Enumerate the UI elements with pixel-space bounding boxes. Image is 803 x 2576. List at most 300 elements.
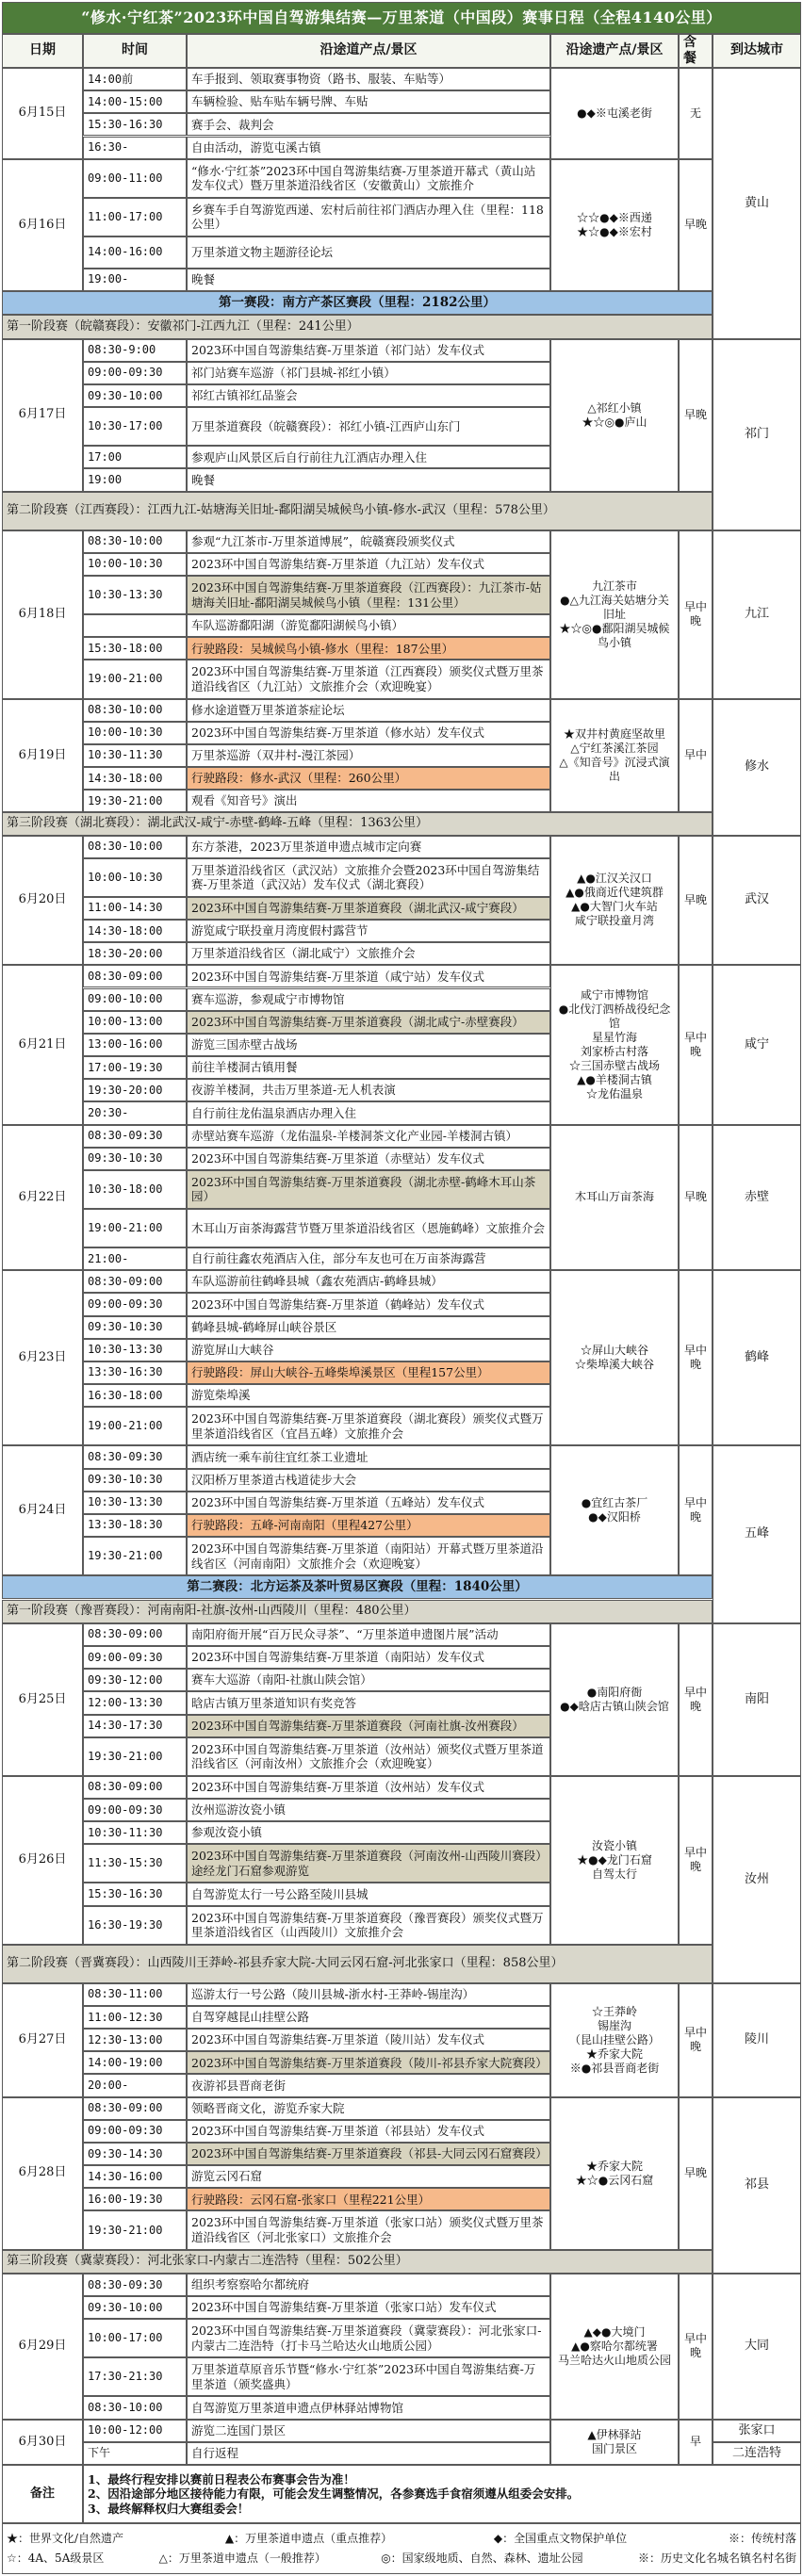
- row-time-text: 08:30-10:00: [88, 534, 163, 548]
- row-time: [83, 2420, 187, 2442]
- row-activity-text: 赛车大巡游（南阳-社旗山陕会馆）: [191, 1672, 372, 1687]
- row-activity-text: 2023环中国自驾游集结赛-万里茶道赛段（湖北赤壁-鹤峰木耳山茶园）: [191, 1174, 536, 1204]
- row-activity: [187, 1906, 550, 1945]
- day-date: [2, 965, 83, 1124]
- row-time: [83, 1125, 187, 1148]
- day-meals: [679, 1125, 713, 1271]
- row-time-text: 08:30-09:00: [88, 1627, 163, 1641]
- row-time: [83, 1737, 187, 1776]
- arrival-city: [713, 530, 801, 699]
- row-time: [83, 1339, 187, 1361]
- row-activity-text: 汉阳桥万里茶道古栈道徒步大会: [191, 1472, 357, 1487]
- row-time-text: 14:30-17:30: [88, 1719, 163, 1733]
- day-heritage-text: ☆王莽岭 锡崖沟 （昆山挂壁公路） ★乔家大院 ※●祁县晋商老街: [568, 2004, 660, 2075]
- day-heritage: [550, 1125, 679, 1271]
- row-activity: [187, 1361, 550, 1384]
- row-time: [83, 1079, 187, 1101]
- day-date: [2, 2097, 83, 2250]
- day-heritage: [550, 68, 679, 159]
- row-activity-text: 游览咸宁联投童月湾度假村露营节: [191, 923, 369, 938]
- legend-item: ◎：国家级地质、自然、森林、遗址公园: [381, 2552, 583, 2565]
- row-activity: [187, 362, 550, 384]
- row-activity-text: 2023环中国自驾游集结赛-万里茶道（鹤峰站）发车仪式: [191, 1296, 485, 1312]
- day-heritage: [550, 1270, 679, 1445]
- row-activity: [187, 446, 550, 468]
- row-activity: [187, 137, 550, 159]
- arrival-city-text: 汝州: [744, 1871, 769, 1886]
- row-time-text: 11:00-17:00: [88, 209, 163, 223]
- row-time: [83, 1776, 187, 1799]
- legend-item: ※：传统村落: [728, 2532, 796, 2545]
- arrival-city-text: 黄山: [744, 195, 769, 210]
- row-activity-text: 行驶路段：云冈石窟-张家口（里程221公里）: [191, 2192, 431, 2207]
- row-activity: [187, 2165, 550, 2188]
- row-activity: [187, 553, 550, 576]
- row-time: [83, 2274, 187, 2296]
- row-activity-text: 万里茶道沿线省区（湖北咸宁）文旅推介会: [191, 946, 416, 961]
- row-activity: [187, 942, 550, 965]
- row-time-text: 13:30-18:30: [88, 1518, 163, 1532]
- day-heritage: [550, 1983, 679, 2097]
- row-activity-text: 参观“九江茶市-万里茶道博展”，皖赣赛段颁奖仪式: [191, 533, 455, 548]
- row-time-text: 17:00-19:30: [88, 1060, 163, 1074]
- row-activity: [187, 1011, 550, 1034]
- row-time-text: 08:30-09:00: [88, 969, 163, 983]
- row-activity-text: 组织考察察哈尔都统府: [191, 2277, 310, 2292]
- note-line: 1、最终行程安排以赛前日程表公布赛事会告为准！: [88, 2471, 355, 2486]
- row-activity-text: “修水·宁红茶”2023环中国自驾游集结赛-万里茶道开幕式（黄山站发车仪式）暨万里茶道沿线省区（安徽黄山）文旅推介: [191, 163, 536, 193]
- arrival-city: [713, 699, 801, 836]
- row-time-text: 19:30-21:00: [88, 1749, 163, 1763]
- row-activity-text: 赛车巡游，参观咸宁市博物馆: [191, 991, 345, 1006]
- row-time: [83, 2396, 187, 2419]
- row-activity: [187, 2296, 550, 2319]
- day-meals-text: 早中晚: [683, 1685, 707, 1713]
- day-meals: [679, 965, 713, 1124]
- row-activity: [187, 1691, 550, 1714]
- row-time: [83, 2097, 187, 2120]
- row-activity: [187, 637, 550, 660]
- day-meals-text: 早晚: [683, 1190, 707, 1204]
- day-heritage-text: 木耳山万亩茶海: [574, 1190, 654, 1204]
- row-time-text: 09:00-09:30: [88, 1650, 163, 1664]
- legend-item: △：万里茶道申遗点（一般推荐）: [158, 2552, 326, 2565]
- day-date-text: 6月30日: [18, 2434, 67, 2449]
- row-activity: [187, 1715, 550, 1737]
- notes-label: [2, 2465, 83, 2523]
- row-activity: [187, 468, 550, 491]
- row-time-text: 09:30-10:30: [88, 1151, 163, 1166]
- header-time: [83, 34, 187, 68]
- row-time-text: 14:00-19:00: [88, 2055, 163, 2069]
- day-meals: [679, 68, 713, 159]
- row-activity-text: 修水途道暨万里茶道茶症论坛: [191, 702, 345, 717]
- row-activity-text: 自驾穿越昆山挂壁公路: [191, 2010, 310, 2025]
- arrival-city-text: 五峰: [744, 1526, 769, 1541]
- day-meals-text: 早中晚: [683, 1030, 707, 1058]
- stage-row: [2, 1945, 713, 1983]
- day-meals: [679, 1270, 713, 1445]
- row-time: [83, 2442, 187, 2465]
- row-time-text: 19:30-21:00: [88, 1549, 163, 1563]
- day-meals-text: 早中晚: [683, 1496, 707, 1524]
- day-date-text: 6月27日: [18, 2032, 67, 2047]
- row-activity-text: 鹤峰县城-鹤峰屏山峡谷景区: [191, 1319, 337, 1334]
- row-activity-text: 参观汝瓷小镇: [191, 1825, 263, 1840]
- row-activity-text: 行驶路段：吴城候鸟小镇-修水（里程：187公里）: [191, 641, 454, 656]
- day-date: [2, 2420, 83, 2465]
- row-activity-text: 万里茶道沿线省区（武汉站）文旅推介会暨2023环中国自驾游集结赛-万里茶道（武汉站）发车仪式（湖北赛段）: [191, 862, 540, 892]
- row-time: [83, 965, 187, 987]
- day-date: [2, 1776, 83, 1945]
- row-activity-text: 2023环中国自驾游集结赛-万里茶道赛段（冀蒙赛段）：河北张家口-内蒙古二连浩特（打卡马兰哈达火山地质公园）: [191, 2323, 542, 2353]
- row-time: [83, 2210, 187, 2249]
- row-activity: [187, 2210, 550, 2249]
- arrival-city: [713, 1983, 801, 2097]
- row-activity-text: 2023环中国自驾游集结赛-万里茶道（赤壁站）发车仪式: [191, 1150, 485, 1166]
- day-date: [2, 2274, 83, 2420]
- row-activity: [187, 113, 550, 136]
- row-activity: [187, 2188, 550, 2210]
- row-activity: [187, 2357, 550, 2396]
- row-activity: [187, 1623, 550, 1646]
- header-activity: [187, 34, 550, 68]
- row-activity-text: 2023环中国自驾游集结赛-万里茶道赛段（湖北武汉-咸宁赛段）: [191, 901, 524, 916]
- arrival-city-text: 咸宁: [744, 1036, 769, 1052]
- row-time-text: 10:00-12:00: [88, 2423, 163, 2437]
- row-time: [83, 1293, 187, 1315]
- row-activity: [187, 2051, 550, 2074]
- row-activity-text: 游览二连国门景区: [191, 2422, 287, 2437]
- row-activity: [187, 1669, 550, 1691]
- row-activity: [187, 68, 550, 90]
- row-activity: [187, 2143, 550, 2165]
- day-date: [2, 1445, 83, 1575]
- row-activity-text: 观看《知音号》演出: [191, 793, 298, 808]
- row-time-text: 20:30-: [88, 1105, 129, 1119]
- row-activity: [187, 2029, 550, 2051]
- arrival-city-text: 二连浩特: [731, 2445, 781, 2460]
- row-time: [83, 897, 187, 920]
- row-time-text: 10:00-10:30: [88, 726, 163, 740]
- day-date-text: 6月21日: [18, 1036, 67, 1052]
- row-activity: [187, 2442, 550, 2465]
- row-activity: [187, 988, 550, 1011]
- row-time-text: 10:00-17:00: [88, 2331, 163, 2345]
- day-date: [2, 339, 83, 492]
- row-time: [83, 942, 187, 965]
- row-activity: [187, 530, 550, 553]
- day-heritage: [550, 699, 679, 813]
- legend-row: [7, 2552, 796, 2566]
- row-time: [83, 1170, 187, 1209]
- row-time: [83, 1361, 187, 1384]
- row-time-text: 11:00-14:30: [88, 901, 163, 915]
- day-date: [2, 530, 83, 699]
- day-heritage: [550, 2420, 679, 2465]
- legend-item: ※：历史文化名城名镇名村名街: [637, 2552, 796, 2565]
- row-activity: [187, 1247, 550, 1270]
- arrival-city: [713, 1623, 801, 1776]
- header-city: [713, 34, 801, 68]
- header-meals-text: 含餐: [683, 34, 696, 66]
- row-activity-text: 2023环中国自驾游集结赛-万里茶道（咸宁站）发车仪式: [191, 969, 485, 984]
- row-time-text: 19:00: [88, 472, 123, 486]
- day-date-text: 6月23日: [18, 1350, 67, 1365]
- row-time-text: 17:30-21:30: [88, 2370, 163, 2384]
- day-meals: [679, 2274, 713, 2420]
- row-time-text: 09:30-14:30: [88, 2146, 163, 2160]
- row-time: [83, 1034, 187, 1056]
- day-meals: [679, 1983, 713, 2097]
- row-activity: [187, 920, 550, 942]
- row-activity-text: 2023环中国自驾游集结赛-万里茶道（祁门站）发车仪式: [191, 342, 485, 357]
- row-activity-text: 2023环中国自驾游集结赛-万里茶道（修水站）发车仪式: [191, 725, 485, 740]
- row-time-text: 08:30-09:00: [88, 1780, 163, 1794]
- section-row: [2, 291, 713, 315]
- row-time: [83, 1056, 187, 1079]
- section-row-text: 第一赛段：南方产茶区赛段（里程：2182公里）: [218, 295, 497, 311]
- row-activity: [187, 159, 550, 198]
- row-activity: [187, 1384, 550, 1407]
- row-time: [83, 1316, 187, 1339]
- row-activity: [187, 660, 550, 698]
- row-time-text: 10:30-17:00: [88, 419, 163, 433]
- row-activity-text: 万里茶道赛段（皖赣赛段）：祁红小镇-江西庐山东门: [191, 418, 461, 433]
- header-heritage: [550, 34, 679, 68]
- day-date-text: 6月18日: [18, 606, 67, 621]
- arrival-city-text: 南阳: [744, 1691, 769, 1706]
- row-activity-text: 汝州巡游汝瓷小镇: [191, 1802, 287, 1818]
- row-activity: [187, 90, 550, 113]
- stage-row-text: 第三阶段赛（湖北赛段）：湖北武汉-咸宁-赤壁-鹤峰-五峰（里程：1363公里）: [7, 816, 429, 831]
- day-date-text: 6月25日: [18, 1691, 67, 1706]
- row-activity: [187, 1737, 550, 1776]
- row-activity-text: 2023环中国自驾游集结赛-万里茶道赛段（祁县-大同云冈石窟赛段）: [191, 2146, 548, 2161]
- day-meals: [679, 1776, 713, 1945]
- row-activity-text: 2023环中国自驾游集结赛-万里茶道赛段（豫晋赛段）颁奖仪式暨万里茶道沿线省区（山西陵川）文旅推介会: [191, 1910, 544, 1940]
- row-activity: [187, 1056, 550, 1079]
- row-activity-text: 万里茶道草原音乐节暨“修水·宁红茶”2023环中国自驾游集结赛-万里茶道（颁奖盛典）: [191, 2362, 536, 2391]
- row-activity-text: 参观庐山风景区后自行前往九江酒店办理入住: [191, 449, 428, 465]
- row-time-text: 15:30-16:30: [88, 117, 163, 131]
- day-heritage-text: 九江茶市 ●△九江海关姑塘分关旧址 ★☆◎●鄱阳湖吴城候鸟小镇: [559, 579, 670, 649]
- day-date-text: 6月17日: [18, 407, 67, 422]
- row-activity-text: 2023环中国自驾游集结赛-万里茶道赛段（陵川-祁县乔家大院赛段）: [191, 2055, 548, 2070]
- row-time: [83, 614, 187, 637]
- row-time-text: 08:30-9:00: [88, 343, 156, 357]
- row-time-text: 19:00-: [88, 272, 129, 286]
- row-time-text: 08:30-10:00: [88, 703, 163, 717]
- row-time: [83, 113, 187, 136]
- row-time: [83, 637, 187, 660]
- arrival-city-text: 张家口: [738, 2422, 776, 2437]
- day-date: [2, 699, 83, 813]
- row-time: [83, 1407, 187, 1445]
- notes-label-text: 备注: [29, 2486, 55, 2501]
- row-time-text: 08:30-09:30: [88, 1129, 163, 1143]
- row-activity: [187, 965, 550, 987]
- row-activity-text: 2023环中国自驾游集结赛-万里茶道（五峰站）发车仪式: [191, 1494, 485, 1509]
- arrival-city: [713, 836, 801, 966]
- row-activity-text: 东方茶港，2023万里茶道申遗点城市定向赛: [191, 839, 422, 854]
- row-activity-text: 领略晋商文化，游览乔家大院: [191, 2100, 345, 2115]
- row-activity: [187, 2319, 550, 2357]
- row-time-text: 10:30-13:30: [88, 588, 163, 602]
- row-time-text: 08:30-11:00: [88, 1987, 163, 2001]
- row-activity: [187, 1293, 550, 1315]
- stage-row: [2, 1600, 713, 1623]
- row-time: [83, 269, 187, 291]
- day-meals-text: 早中晚: [683, 2332, 707, 2360]
- day-meals-text: 早中晚: [683, 1846, 707, 1874]
- row-activity: [187, 1799, 550, 1821]
- day-heritage-text: 咸宁市博物馆 ●北伐汀泗桥战役纪念馆 星星竹海 刘家桥古村落 ☆三国赤壁古战场 ▲●羊楼洞古镇 ☆龙佑温泉: [558, 987, 671, 1101]
- row-activity-text: 2023环中国自驾游集结赛-万里茶道赛段（江西赛段）：九江茶市-姑塘海关旧址-鄱阳湖吴城候鸟小镇（里程：131公里）: [191, 579, 542, 610]
- day-meals: [679, 699, 713, 813]
- row-time: [83, 2143, 187, 2165]
- arrival-city: [713, 1776, 801, 1983]
- row-activity: [187, 1821, 550, 1844]
- row-time: [83, 2165, 187, 2188]
- day-date: [2, 159, 83, 291]
- row-activity: [187, 1407, 550, 1445]
- row-activity-text: 自由活动，游览屯溪古镇: [191, 139, 321, 155]
- row-time: [83, 1983, 187, 2006]
- day-date-text: 6月29日: [18, 2339, 67, 2354]
- row-activity-text: 游览屏山大峡谷: [191, 1343, 274, 1357]
- row-activity: [187, 407, 550, 446]
- row-activity-text: 祁门站赛车巡游（祁门县城-祁红小镇）: [191, 366, 396, 381]
- row-time-text: 09:00-09:30: [88, 2124, 163, 2138]
- row-activity-text: 赛手会、裁判会: [191, 117, 274, 132]
- row-activity-text: 车队巡游鄱阳湖（游览鄱阳湖候鸟小镇）: [191, 618, 404, 633]
- row-activity: [187, 2420, 550, 2442]
- row-activity: [187, 897, 550, 920]
- row-activity: [187, 1445, 550, 1468]
- day-meals-text: 无: [689, 106, 701, 120]
- row-time-text: 下午: [88, 2446, 111, 2460]
- legend-item: ◆：全国重点文物保护单位: [493, 2532, 628, 2545]
- row-activity: [187, 614, 550, 637]
- row-activity-text: 乡赛车手自驾游览西递、宏村后前往祁门酒店办理入住（里程：118公里）: [191, 202, 544, 232]
- row-time: [83, 836, 187, 858]
- day-meals: [679, 2097, 713, 2250]
- row-time: [83, 1883, 187, 1905]
- row-time-text: 09:00-09:30: [88, 1802, 163, 1817]
- row-activity: [187, 2006, 550, 2029]
- row-activity-text: 2023环中国自驾游集结赛-万里茶道赛段（湖北咸宁-赤壁赛段）: [191, 1014, 524, 1029]
- arrival-city: [713, 1445, 801, 1623]
- row-time-text: 14:30-18:00: [88, 923, 163, 937]
- row-activity-text: 2023环中国自驾游集结赛-万里茶道（南阳站）发车仪式: [191, 1650, 485, 1665]
- row-activity-text: 2023环中国自驾游集结赛-万里茶道（南阳站）开幕式暨万里茶道沿线省区（河南南阳）文旅推介会（欢迎晚宴）: [191, 1541, 544, 1571]
- row-activity: [187, 2120, 550, 2143]
- row-time: [83, 858, 187, 897]
- arrival-city: [713, 2442, 801, 2465]
- legend: [2, 2523, 801, 2574]
- row-time: [83, 159, 187, 198]
- row-time: [83, 2029, 187, 2051]
- row-time-text: 09:30-10:30: [88, 1320, 163, 1334]
- row-time-text: 08:30-10:00: [88, 840, 163, 854]
- row-time-text: 08:30-09:30: [88, 2277, 163, 2291]
- row-activity: [187, 1776, 550, 1799]
- row-activity-text: 赤壁站赛车巡游（龙佑温泉-羊楼洞茶文化产业园-羊楼洞古镇）: [191, 1128, 517, 1143]
- day-heritage-text: ☆屏山大峡谷 ☆柴埠溪大峡谷: [574, 1344, 654, 1372]
- row-time-text: 19:00-21:00: [88, 1220, 163, 1234]
- row-activity-text: 晚餐: [191, 472, 216, 487]
- note-line: 3、最终解释权归大赛组委会！: [88, 2501, 250, 2516]
- row-activity: [187, 576, 550, 614]
- day-heritage: [550, 1776, 679, 1945]
- day-meals-text: 早中晚: [683, 600, 707, 628]
- row-time-text: 10:00-13:00: [88, 1015, 163, 1029]
- day-heritage-text: ★双井村黄庭坚故里 △宁红茶溪江茶园 △《知音号》沉浸式演出: [559, 726, 670, 783]
- row-activity-text: 2023环中国自驾游集结赛-万里茶道（汝州站）发车仪式: [191, 1780, 485, 1795]
- day-date-text: 6月15日: [18, 106, 67, 121]
- row-time-text: 18:30-20:00: [88, 946, 163, 960]
- row-time-text: 15:30-18:00: [88, 641, 163, 655]
- day-meals-text: 早中: [683, 748, 707, 762]
- row-activity-text: 晚餐: [191, 271, 216, 286]
- day-meals-text: 早晚: [683, 408, 707, 422]
- day-heritage-text: ●宜红古茶厂 ●◆汉阳桥: [581, 1496, 648, 1524]
- arrival-city: [713, 339, 801, 530]
- row-time: [83, 553, 187, 576]
- day-meals: [679, 836, 713, 966]
- row-time: [83, 2120, 187, 2143]
- row-activity-text: 自驾游览万里茶道申遗点伊林驿站博物馆: [191, 2400, 404, 2415]
- day-heritage-text: ●◆※屯溪老街: [577, 106, 652, 120]
- row-time: [83, 236, 187, 269]
- row-time-text: 16:00-19:30: [88, 2192, 163, 2206]
- row-time: [83, 1011, 187, 1034]
- row-time: [83, 2188, 187, 2210]
- day-date: [2, 1623, 83, 1776]
- row-time: [83, 1247, 187, 1270]
- arrival-city-text: 武汉: [744, 892, 769, 907]
- row-time: [83, 1821, 187, 1844]
- day-date: [2, 68, 83, 159]
- arrival-city-text: 鹤峰: [744, 1350, 769, 1365]
- row-activity-text: 2023环中国自驾游集结赛-万里茶道（张家口站）发车仪式: [191, 2300, 497, 2315]
- row-time-text: 09:00-09:30: [88, 366, 163, 380]
- row-time: [83, 1469, 187, 1492]
- row-activity: [187, 2396, 550, 2419]
- day-heritage-text: ▲●江汉关汉口 ▲●俄商近代建筑群 ▲●大智门火车站 咸宁联投童月湾: [565, 872, 664, 928]
- row-activity-text: 夜游祁县晋商老街: [191, 2078, 287, 2093]
- row-time: [83, 744, 187, 767]
- row-time-text: 09:30-12:00: [88, 1672, 163, 1687]
- row-activity-text: 万里茶巡游（双井村-漫江茶园）: [191, 748, 361, 763]
- row-time: [83, 1691, 187, 1714]
- row-time: [83, 530, 187, 553]
- row-activity-text: 南阳府衙开展“百万民众寻茶”、“万里茶道申遗图片展”活动: [191, 1627, 499, 1642]
- legend-row: [7, 2532, 796, 2546]
- row-activity: [187, 198, 550, 236]
- row-time-text: 11:00-12:30: [88, 2010, 163, 2024]
- row-time: [83, 988, 187, 1011]
- row-time: [83, 407, 187, 446]
- day-date: [2, 1270, 83, 1445]
- day-heritage: [550, 2097, 679, 2250]
- row-activity-text: 前往羊楼洞古镇用餐: [191, 1060, 298, 1075]
- row-time-text: 09:00-10:00: [88, 992, 163, 1006]
- row-time-text: 10:30-11:30: [88, 1825, 163, 1839]
- arrival-city-text: 赤壁: [744, 1189, 769, 1204]
- row-activity: [187, 339, 550, 362]
